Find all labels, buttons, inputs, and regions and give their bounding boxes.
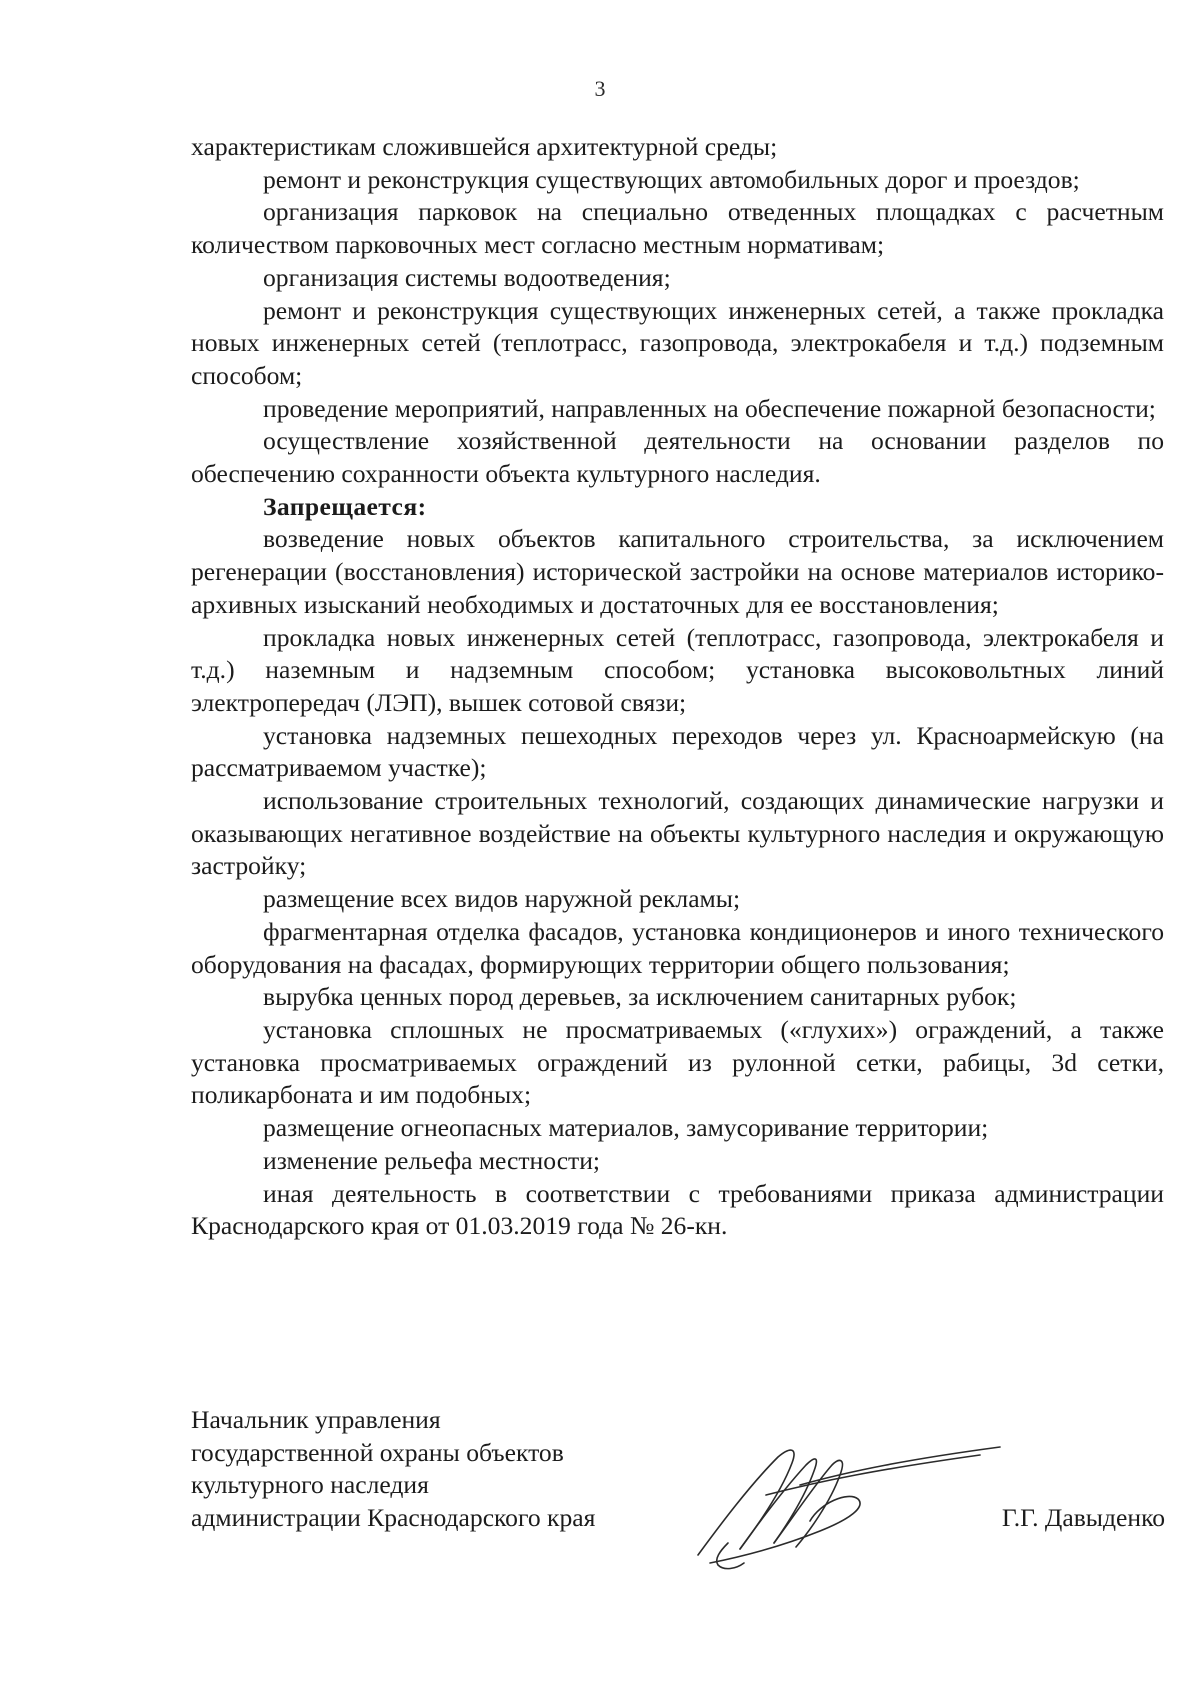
paragraph: ремонт и реконструкция существующих автомобильных дорог и проездов;	[263, 164, 1080, 194]
paragraph: проведение мероприятий, направленных на обеспечение пожарной безопасности;	[263, 393, 1156, 423]
paragraph: размещение огнеопасных материалов, замусоривание территории;	[263, 1113, 989, 1143]
signatory-position-line: культурного наследия	[191, 1470, 429, 1500]
paragraph: использование строительных технологий, создающих динамические нагрузки и оказывающих негативное воздействие на объекты культурного наследия и окружающую застройку;	[191, 786, 1164, 881]
paragraph: организация парковок на специально отведенных площадках с расчетным количеством парковочных мест согласно местным нормативам;	[191, 197, 1164, 260]
document-body	[191, 131, 1164, 1243]
signatory-position-line: государственной охраны объектов	[191, 1437, 564, 1467]
page-number: 3	[594, 76, 606, 101]
paragraph: характеристикам сложившейся архитектурной среды;	[191, 132, 778, 161]
paragraph: установка сплошных не просматриваемых («глухих») ограждений, а также установка просматриваемых ограждений из рулонной сетки, рабицы, 3d сетки, поликарбоната и им подобных;	[191, 1014, 1164, 1110]
paragraph: ремонт и реконструкция существующих инженерных сетей, а также прокладка новых инженерных сетей (теплотрасс, газопровода, электрокабеля и т.д.) подземным способом;	[191, 295, 1164, 390]
paragraph: возведение новых объектов капитального строительства, за исключением регенерации (восстановления) исторической застройки на основе материалов историко-архивных изысканий необходимых и достаточных для ее восстановления;	[191, 524, 1164, 619]
handwritten-signature	[680, 1425, 1010, 1575]
section-heading-prohibited: Запрещается:	[263, 491, 427, 521]
signatory-position	[191, 1404, 595, 1535]
paragraph: организация системы водоотведения;	[263, 262, 671, 292]
paragraph: вырубка ценных пород деревьев, за исключением санитарных рубок;	[263, 982, 1017, 1012]
signer-name: Г.Г. Давыденко	[1001, 1503, 1165, 1532]
paragraph: прокладка новых инженерных сетей (теплотрасс, газопровода, электрокабеля и т.д.) наземным и надземным способом; установка высоковольтных линий электропередач (ЛЭП), вышек сотовой связи;	[191, 622, 1164, 717]
signatory-position-line: администрации Краснодарского края	[191, 1503, 596, 1533]
paragraph: осуществление хозяйственной деятельности на основании разделов по обеспечению сохранности объекта культурного наследия.	[191, 426, 1164, 489]
paragraph: размещение всех видов наружной рекламы;	[263, 884, 741, 914]
signatory-position-line: Начальник управления	[191, 1405, 441, 1434]
paragraph: фрагментарная отделка фасадов, установка кондиционеров и иного технического оборудования на фасадах, формирующих территории общего пользования;	[191, 916, 1164, 979]
paragraph: установка надземных пешеходных переходов через ул. Красноармейскую (на рассматриваемом участке);	[191, 720, 1164, 783]
paragraph: иная деятельность в соответствии с требованиями приказа администрации Краснодарского края от 01.03.2019 года № 26-кн.	[191, 1178, 1164, 1241]
paragraph: изменение рельефа местности;	[263, 1145, 601, 1175]
